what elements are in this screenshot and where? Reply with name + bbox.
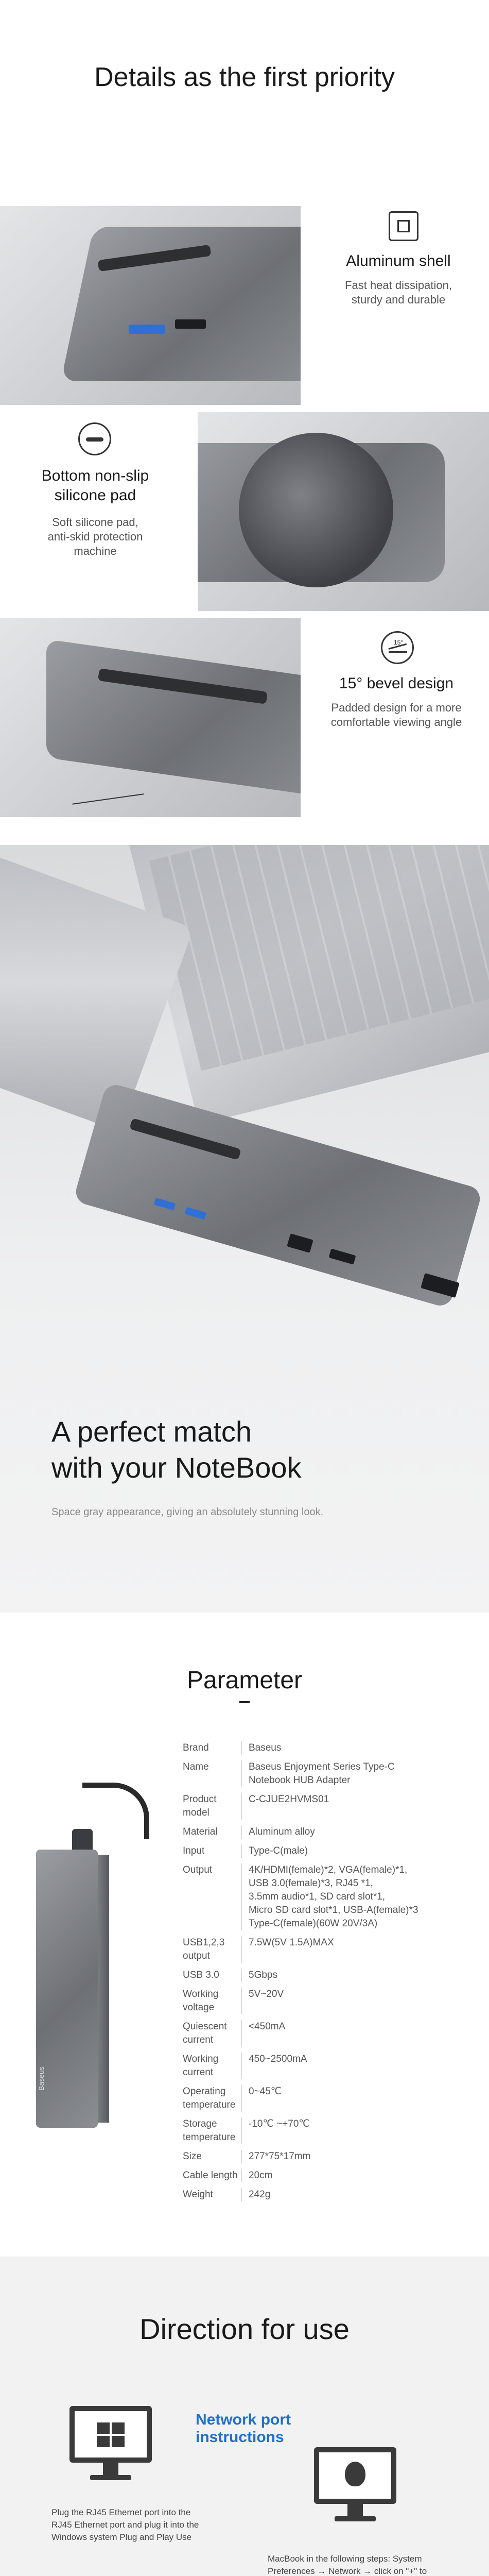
parameter-row [183, 1863, 481, 1930]
parameter-row [183, 2188, 481, 2201]
pad-title: Bottom non-slip silicone pad [41, 467, 149, 504]
details-section [0, 0, 489, 845]
parameter-row [183, 1793, 481, 1820]
mac-monitor-icon [314, 2447, 396, 2504]
parameter-value: 7.5W(5V 1.5A)MAX [241, 1936, 334, 1963]
parameter-row [183, 2053, 481, 2079]
hub-device [73, 1082, 483, 1309]
laptop-photo [0, 845, 489, 1412]
pad-text: Soft silicone pad, anti-skid protection machine [47, 516, 143, 557]
network-mac-text: MacBook in the following steps: System Preferences → Network → click on "+" to [268, 2554, 427, 2576]
parameter-key: Cable length [183, 2170, 238, 2181]
details-title: Details as the first priority [94, 62, 395, 92]
parameter-key: Name [183, 1761, 209, 1772]
hub-product-image [21, 1783, 175, 2143]
parameter-list [183, 1741, 481, 2207]
parameter-key: Material [183, 1826, 218, 1837]
match-subtitle: Space gray appearance, giving an absolutely stunning look. [51, 1506, 324, 1518]
parameter-row [183, 1988, 481, 2014]
chip-icon [389, 211, 418, 241]
parameter-key: Brand [183, 1742, 209, 1753]
windows-monitor-icon [69, 2406, 152, 2463]
parameter-value: 5Gbps [241, 1969, 277, 1982]
parameter-value: 4K/HDMI(female)*2, VGA(female)*1, USB 3.0(female)*3, RJ45 *1, 3.5mm audio*1, SD card slot*1, Micro SD card slot*1, USB-A(female)*3 Type-C(female)(60W 20V/3A) [241, 1863, 418, 1930]
parameter-key: USB1,2,3 output [183, 1937, 225, 1961]
direction-title: Direction for use [139, 2313, 350, 2345]
bevel-photo [0, 618, 301, 817]
bevel-text: Padded design for a more comfortable viewing angle [330, 701, 462, 728]
pad-icon [78, 422, 111, 455]
parameter-key: Working current [183, 2054, 219, 2078]
parameter-key: Weight [183, 2189, 213, 2200]
parameter-key: Quiescent current [183, 2021, 227, 2045]
parameter-section [0, 1613, 489, 2257]
parameter-key: Size [183, 2151, 202, 2162]
aluminum-text: Fast heat dissipation, sturdy and durable [345, 279, 452, 306]
parameter-row [183, 1760, 481, 1787]
parameter-value: -10℃ ~+70℃ [241, 2117, 310, 2144]
network-windows-text: Plug the RJ45 Ethernet port into the RJ45 Ethernet port and plug it into the Windows system Plug and Play Use [51, 2507, 199, 2542]
parameter-key: Output [183, 1865, 213, 1875]
match-title-line2: with your NoteBook [51, 1451, 302, 1484]
parameter-value: C-CJUE2HVMS01 [241, 1793, 329, 1820]
parameter-value: <450mA [241, 2020, 285, 2047]
parameter-key: Operating temperature [183, 2086, 236, 2110]
parameter-value: Type-C(male) [241, 1844, 308, 1858]
parameter-key: Product model [183, 1794, 217, 1818]
aluminum-photo [0, 206, 301, 405]
parameter-value: 242g [241, 2188, 270, 2201]
parameter-row [183, 1844, 481, 1858]
parameter-row [183, 2020, 481, 2047]
parameter-row [183, 1741, 481, 1755]
parameter-row [183, 2150, 481, 2163]
parameter-value: 277*75*17mm [241, 2150, 310, 2163]
match-section [0, 845, 489, 1613]
silicone-pad-photo [198, 412, 489, 611]
parameter-underline [239, 1701, 250, 1703]
parameter-row [183, 2169, 481, 2182]
network-port-label: Network port instructions [196, 2411, 291, 2446]
parameter-row [183, 2117, 481, 2144]
parameter-key: Input [183, 1845, 205, 1856]
parameter-value: Aluminum alloy [241, 1825, 315, 1839]
parameter-value: 20cm [241, 2169, 272, 2182]
angle-icon [381, 631, 414, 664]
bevel-title: 15° bevel design [339, 675, 454, 692]
parameter-value: Baseus [241, 1741, 281, 1755]
parameter-value: 5V~20V [241, 1988, 284, 2014]
parameter-row [183, 2085, 481, 2112]
parameter-value: 450~2500mA [241, 2053, 307, 2079]
parameter-key: Working voltage [183, 1989, 219, 2013]
aluminum-title: Aluminum shell [346, 252, 451, 269]
parameter-value: 0~45℃ [241, 2085, 282, 2112]
parameter-row [183, 1936, 481, 1963]
parameter-value: Baseus Enjoyment Series Type-C Notebook HUB Adapter [241, 1760, 395, 1787]
parameter-key: Storage temperature [183, 2119, 236, 2143]
parameter-row [183, 1969, 481, 1982]
parameter-row [183, 1825, 481, 1839]
direction-section [0, 2257, 489, 2576]
parameter-key: USB 3.0 [183, 1970, 219, 1980]
parameter-title: Parameter [186, 1667, 303, 1694]
hub-brand-mark: Baseus [37, 2066, 45, 2091]
angle-icon-label: 15° [394, 639, 404, 646]
match-title-line1: A perfect match [51, 1415, 252, 1448]
